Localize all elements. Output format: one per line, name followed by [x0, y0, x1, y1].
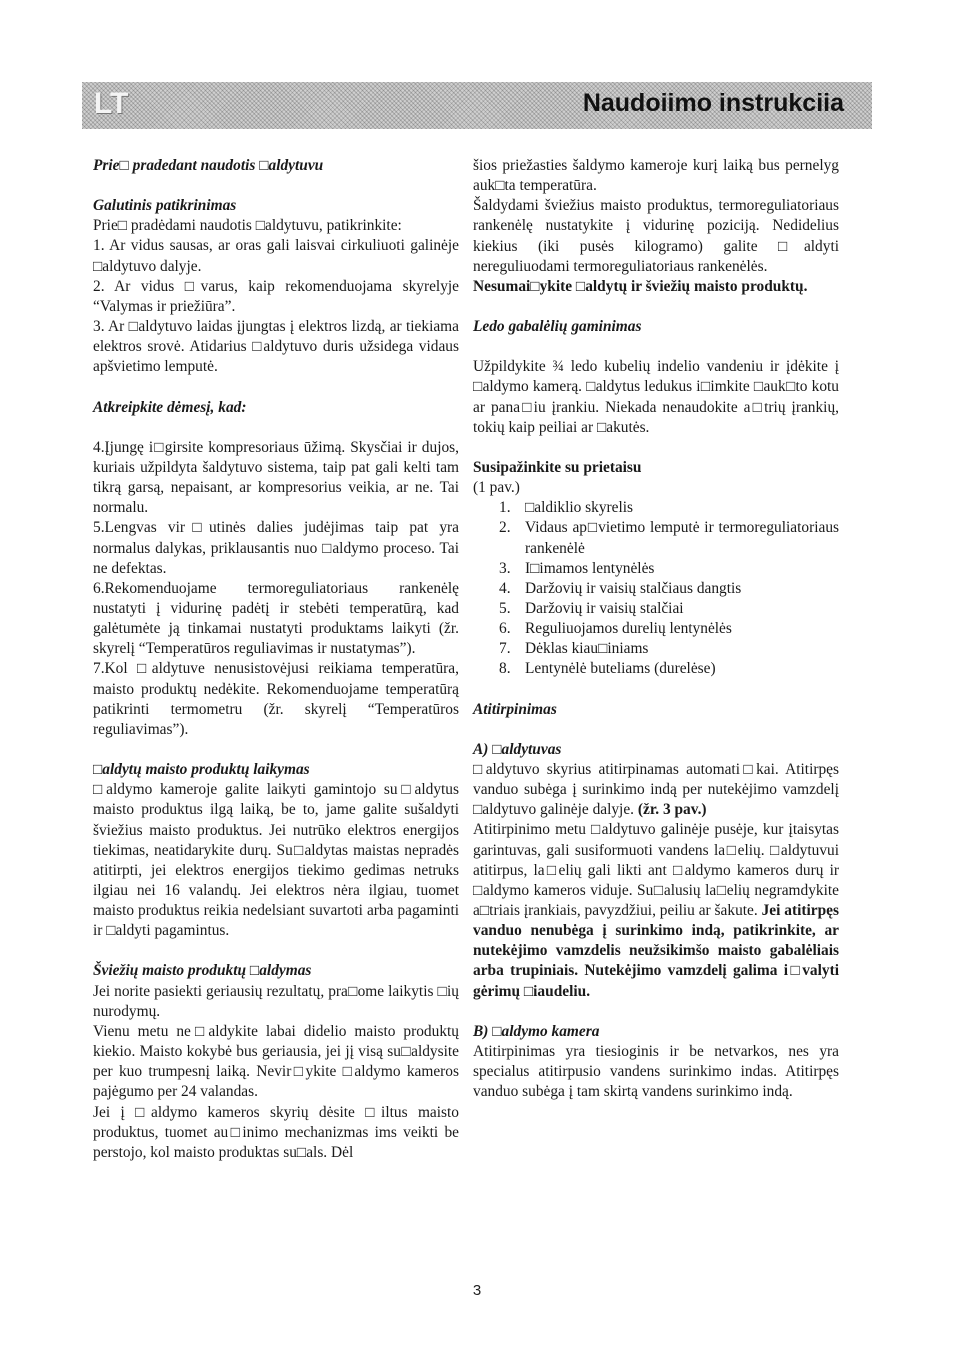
- heading-fridge: A) □aldytuvas: [473, 740, 562, 758]
- list-item: 6. Reguliuojamos durelių lentynėlės: [499, 620, 732, 638]
- list-item: 8. Lentynėlė buteliams (durelėse): [499, 660, 716, 678]
- paragraph-fresh-3: Jei į □aldymo kameros skyrių dėsite □iltus maisto produktus, tuomet au□inimo mechanizmas ims veikti be perstojo, kol maisto produktas su□als. Dėl: [93, 1103, 459, 1161]
- figure-ref-3: (žr. 3 pav.): [637, 801, 707, 819]
- list-item: 5. Daržovių ir vaisių stalčiai: [499, 599, 684, 617]
- header-banner: [82, 82, 872, 129]
- paragraph-fresh-1: Jei norite pasiekti geriausių rezultatų, pra□ome laikytis □ių nurodymų.: [93, 982, 459, 1020]
- heading-ice-cubes: Ledo gabalėlių gaminimas: [473, 318, 642, 336]
- list-item: 3. I□imamos lentynėlės: [499, 559, 655, 577]
- list-item: 7. Dėklas kiau□iniams: [499, 640, 649, 658]
- list-item: 1. □aldiklio skyrelis: [499, 499, 634, 517]
- heading-frozen-storage: □aldytų maisto produktų laikymas: [93, 761, 310, 779]
- heading-final-check: Galutinis patikrinimas: [93, 197, 237, 215]
- paragraph-note-7: 7.Kol □aldytuve nenusistovėjusi reikiama temperatūra, maisto produktų nedėkite. Rekomenduojame temperatūrą patikrinti termometru (žr. skyrelį “Temperatūros reguliavimas”).: [93, 660, 459, 738]
- right-column: [473, 156, 839, 1102]
- left-column: [93, 156, 459, 1163]
- language-code: LT: [94, 87, 129, 120]
- paragraph-fresh-4: Šaldydami šviežius maisto produktus, termoreguliatoriaus rankenėlę nustatykite į vidurinę poziciją. Nedidelius kiekius (iki pusės kilogramo) galite □aldyti nereguliuodami termoreguliatoriaus rankenėlės.: [473, 197, 839, 275]
- device-parts-list: [473, 498, 839, 679]
- heading-freezer: B) □aldymo kamera: [473, 1022, 600, 1040]
- paragraph-warning: Nesumai□ykite □aldytų ir šviežių maisto produktų.: [473, 277, 808, 295]
- list-item: 2. Vidaus ap□vietimo lemputė ir termoreguliatoriaus rankenėlė: [499, 519, 839, 557]
- paragraph-check-3: 3. Ar □aldytuvo laidas įjungtas į elektros lizdą, ar tiekiama elektros srovė. Atidarius □aldytuvo duris užsidega vidaus apšvietimo lemputė.: [93, 318, 459, 376]
- paragraph-note-4: 4.Įjungę i□girsite kompresoriaus ūžimą. Skysčiai ir dujos, kuriais užpildyta šaldytuvo sistema, taip pat gali kelti tam tikrą garsą, nepaisant, ar kompresorius veikia, ar ne. Tai normalu.: [93, 438, 459, 517]
- paragraph-continued: šios priežasties šaldymo kameroje kurį laiką bus pernelyg auk□ta temperatūra.: [473, 157, 839, 195]
- paragraph-ice-cubes: Užpildykite ¾ ledo kubelių indelio vandeniu ir įdėkite į □aldymo kamerą. □aldytus ledukus i□imkite □auk□to kotu ar pana□iu įrankiu. Niekada nenaudokite a□trių įrankių, tokių kaip peiliai ar □akutės.: [473, 358, 839, 436]
- heading-before-use: Prie□ pradedant naudotis □aldytuvu: [93, 157, 324, 174]
- paragraph-fridge-1: □aldytuvo skyrius atitirpinamas automati□kai. Atitirpęs vanduo subėga į surinkimo indą per nutekėjimo vamzdelį □aldytuvo galinėje dalyje. (žr. 3 pav.): [473, 760, 839, 819]
- heading-attention: Atkreipkite dėmesį, kad:: [93, 398, 247, 416]
- paragraph-check-1: 1. Ar vidus sausas, ar oras gali laisvai cirkuliuoti galinėje □aldytuvo dalyje.: [93, 237, 459, 275]
- list-item: 4. Daržovių ir vaisių stalčiaus dangtis: [499, 579, 742, 597]
- paragraph-fridge-2: Atitirpinimo metu □aldytuvo galinėje pusėje, kur įtaisytas garintuvas, gali susiformuoti vandens la□elių. □aldytuvui atitirpus, la□elių gali likti ant □aldymo kameros durų ir □aldymo kameros viduje. Su□alusių la□elių negramdykite a□triais įrankiais, pavyzdžiui, peiliu ar šakute. Jei atitirpęs vanduo nenubėga į surinkimo indą, patikrinkite, ar nutekėjimo vamzdelis neužsikimšo maisto gabalėliais arba trupiniais. Nutekėjimo vamzdelį galima i□valyti gėrimų □iaudeliu.: [473, 821, 839, 1000]
- page-number: 3: [472, 1282, 482, 1299]
- paragraph-check-2: 2. Ar vidus □varus, kaip rekomenduojama skyrelyje “Valymas ir priežiūra”.: [93, 277, 459, 315]
- paragraph-freezer: Atitirpinimas yra tiesioginis ir be netvarkos, nes yra specialus atitirpusio vandens surinkimo indas. Atitirpęs vanduo subėga į tam skirtą vandens surinkimo indą.: [473, 1042, 839, 1101]
- paragraph-note-5: 5.Lengvas vir□utinės dalies judėjimas taip pat yra normalus dalykas, priklausantis nuo □aldymo proceso. Tai ne defektas.: [93, 519, 459, 577]
- paragraph-frozen-storage: □aldymo kameroje galite laikyti gamintojo su□aldytus maisto produktus ilgą laiką, be to, jame galite sušaldyti šviežius maisto produktus. Jei nutrūko elektros energijos tiekimas, neatidarykite durų. Su□aldytas maistas nepradės atitirpti, jei elektros energijos tiekimo gedimas netruks ilgiau nei 16 valandų. Jei elektros nėra ilgiau, tuomet maisto produktus reikia nedelsiant suvartoti arba pagaminti ir □aldyti pagamintus.: [93, 781, 459, 940]
- heading-device: Susipažinkite su prietaisu: [473, 458, 642, 476]
- heading-fresh-freezing: Šviežių maisto produktų □aldymas: [93, 962, 312, 980]
- paragraph-intro: Prie□ pradėdami naudotis □aldytuvu, patikrinkite:: [93, 217, 402, 235]
- paragraph-note-6: 6.Rekomenduojame termoreguliatoriaus rankenėlę nustatyti į vidurinę padėtį ir stebėti temperatūrą, kad galėtumėte ją tinkamai nustatyti produktams laikyti (žr. skyrelį “Temperatūros reguliavimas ir nustatymas”).: [93, 579, 459, 658]
- figure-ref-1: (1 pav.): [473, 479, 520, 497]
- page-title: Naudoiimo instrukciia: [582, 89, 844, 117]
- paragraph-fresh-2: Vienu metu ne□aldykite labai didelio maisto produktų kiekio. Maisto kokybė bus geriausia, jei jį visą su□aldysite per kuo trumpesnį laiką. Nevir□ykite □aldymo kameros pajėgumo per 24 valandas.: [93, 1022, 459, 1101]
- heading-defrosting: Atitirpinimas: [473, 700, 557, 718]
